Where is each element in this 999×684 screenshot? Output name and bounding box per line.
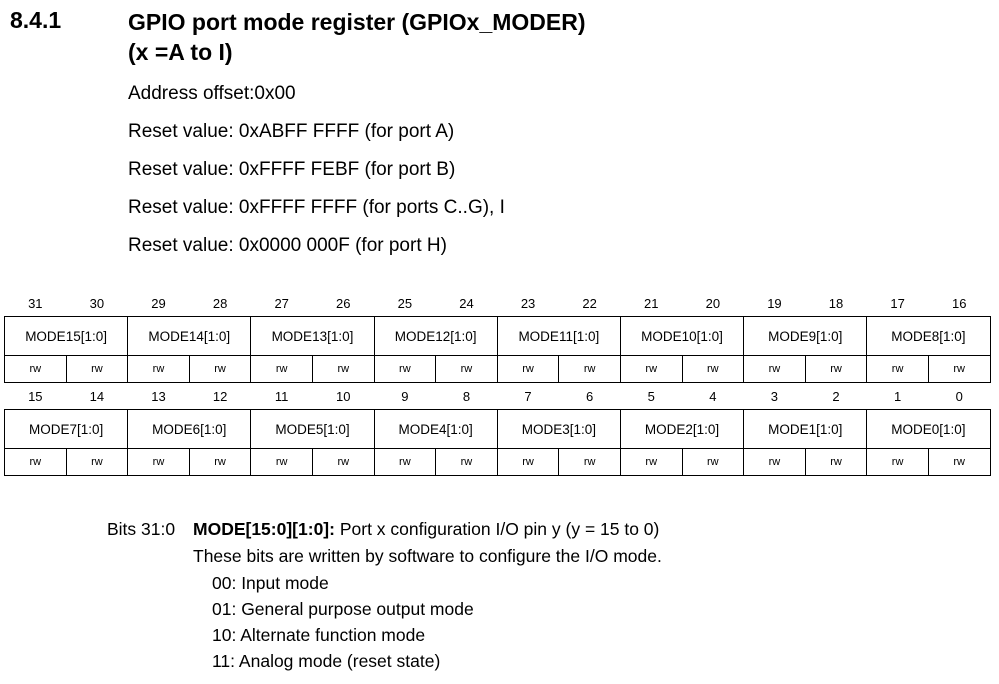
section-title-line-2: (x =A to I) <box>128 39 233 65</box>
bit-number: 17 <box>890 295 905 311</box>
access-type: rw <box>928 449 990 476</box>
register-field: MODE4[1:0] <box>374 410 497 449</box>
access-type: rw <box>620 449 682 476</box>
address-offset: Address offset:0x00 <box>128 83 296 104</box>
access-type: rw <box>128 449 190 476</box>
access-type: rw <box>620 356 682 383</box>
section-title-line-1: GPIO port mode register (GPIOx_MODER) <box>128 9 586 35</box>
bit-number: 6 <box>586 388 594 404</box>
bit-number: 0 <box>955 388 963 404</box>
reset-value-port-a: Reset value: 0xABFF FFFF (for port A) <box>128 121 455 142</box>
field-row-lower <box>5 410 991 449</box>
bit-number-row-lower <box>5 383 991 410</box>
access-type: rw <box>559 449 621 476</box>
field-description-intro: These bits are written by software to configure the I/O mode. <box>193 546 662 566</box>
field-summary: Port x configuration I/O pin y (y = 15 to 0) <box>339 519 660 539</box>
register-field: MODE14[1:0] <box>128 317 251 356</box>
access-type: rw <box>436 449 498 476</box>
register-field: MODE13[1:0] <box>251 317 374 356</box>
access-row-lower <box>5 449 991 476</box>
access-type: rw <box>867 449 929 476</box>
bit-number: 27 <box>274 295 289 311</box>
access-type: rw <box>928 356 990 383</box>
access-type: rw <box>189 449 251 476</box>
access-type: rw <box>128 356 190 383</box>
mode-option: 01: General purpose output mode <box>212 599 474 619</box>
register-field: MODE1[1:0] <box>744 410 867 449</box>
bit-number: 28 <box>212 295 228 311</box>
access-type: rw <box>497 449 559 476</box>
access-type: rw <box>251 449 313 476</box>
register-field: MODE10[1:0] <box>620 317 743 356</box>
bit-number: 3 <box>770 388 779 404</box>
access-type: rw <box>66 449 128 476</box>
access-type: rw <box>744 449 806 476</box>
bit-number: 26 <box>336 295 351 311</box>
bit-number: 19 <box>767 295 782 311</box>
bit-number: 18 <box>828 295 844 311</box>
register-field: MODE15[1:0] <box>5 317 128 356</box>
bit-number: 20 <box>705 295 721 311</box>
mode-option: 11: Analog mode (reset state) <box>212 651 441 671</box>
bit-number: 15 <box>28 388 43 404</box>
bit-number: 21 <box>644 295 659 311</box>
bit-number: 24 <box>459 295 474 311</box>
register-field: MODE11[1:0] <box>497 317 620 356</box>
register-field: MODE3[1:0] <box>497 410 620 449</box>
bit-number: 2 <box>832 388 840 404</box>
bit-number: 14 <box>89 388 105 404</box>
register-field: MODE12[1:0] <box>374 317 497 356</box>
access-type: rw <box>251 356 313 383</box>
section-number: 8.4.1 <box>10 7 62 33</box>
register-field: MODE5[1:0] <box>251 410 374 449</box>
access-type: rw <box>374 449 436 476</box>
access-type: rw <box>374 356 436 383</box>
bit-number: 4 <box>709 388 717 404</box>
access-row-upper <box>5 356 991 383</box>
section-title <box>128 7 586 67</box>
bit-number-row-upper <box>5 290 991 317</box>
access-type: rw <box>5 356 67 383</box>
access-type: rw <box>744 356 806 383</box>
bit-number: 5 <box>647 388 655 404</box>
bit-number: 30 <box>89 295 105 311</box>
bit-number: 16 <box>951 295 967 311</box>
reset-value-port-b: Reset value: 0xFFFF FEBF (for port B) <box>128 159 456 180</box>
bit-number: 22 <box>582 295 597 311</box>
bit-number: 31 <box>28 295 43 311</box>
access-type: rw <box>682 449 744 476</box>
register-field: MODE8[1:0] <box>867 317 990 356</box>
access-type: rw <box>66 356 128 383</box>
register-layout-table <box>4 290 991 476</box>
access-type: rw <box>312 449 374 476</box>
access-type: rw <box>559 356 621 383</box>
access-type: rw <box>436 356 498 383</box>
access-type: rw <box>867 356 929 383</box>
register-field: MODE0[1:0] <box>867 410 990 449</box>
field-row-upper <box>5 317 991 356</box>
bit-number: 11 <box>274 388 289 404</box>
bit-number: 10 <box>336 388 351 404</box>
bit-number: 29 <box>151 295 166 311</box>
mode-option: 10: Alternate function mode <box>212 625 426 645</box>
bit-number: 23 <box>520 295 536 311</box>
bit-number: 12 <box>212 388 228 404</box>
field-description-heading <box>193 519 659 540</box>
access-type: rw <box>497 356 559 383</box>
access-type: rw <box>5 449 67 476</box>
mode-option: 00: Input mode <box>212 573 329 593</box>
bit-number: 9 <box>401 388 409 404</box>
access-type: rw <box>805 449 867 476</box>
bit-number: 13 <box>151 388 166 404</box>
register-field: MODE2[1:0] <box>620 410 743 449</box>
field-name: MODE[15:0][1:0]: <box>193 519 335 539</box>
register-field: MODE9[1:0] <box>744 317 867 356</box>
access-type: rw <box>805 356 867 383</box>
access-type: rw <box>682 356 744 383</box>
register-field: MODE6[1:0] <box>128 410 251 449</box>
bit-number: 1 <box>893 388 902 404</box>
access-type: rw <box>312 356 374 383</box>
bit-number: 25 <box>397 295 413 311</box>
bits-range-label: Bits 31:0 <box>107 519 176 539</box>
reset-value-ports-c-g-i: Reset value: 0xFFFF FFFF (for ports C..G), I <box>128 197 505 218</box>
reset-value-port-h: Reset value: 0x0000 000F (for port H) <box>128 235 447 256</box>
access-type: rw <box>189 356 251 383</box>
bit-number: 8 <box>462 388 471 404</box>
register-field: MODE7[1:0] <box>5 410 128 449</box>
bit-number: 7 <box>524 388 532 404</box>
